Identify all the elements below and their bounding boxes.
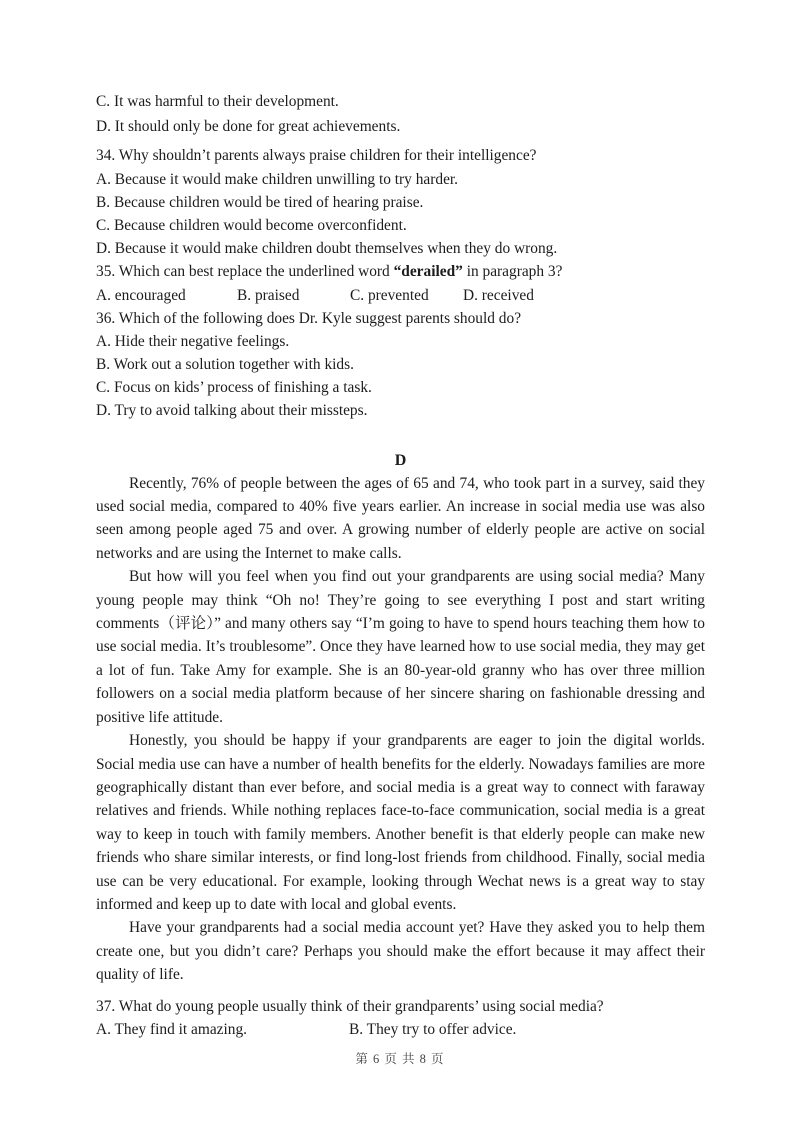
stem-after: in paragraph 3? xyxy=(462,263,563,281)
option-c-prev: C. It was harmful to their development. xyxy=(96,93,339,110)
question-stem: 34. Why shouldn’t parents always praise children for their intelligence? xyxy=(96,147,537,165)
option-c: C. Focus on kids’ process of finishing a task. xyxy=(96,379,372,397)
question-35 xyxy=(96,260,705,306)
passage-d xyxy=(96,472,705,987)
option-d: D. received xyxy=(463,286,534,304)
passage-title: D xyxy=(394,451,407,469)
page-footer: 第 6 页 共 8 页 xyxy=(355,1052,445,1066)
question-stem: 36. Which of the following does Dr. Kyle suggest parents should do? xyxy=(96,309,522,327)
question-stem: 37. What do young people usually think of their grandparents’ using social media? xyxy=(96,997,604,1015)
underlined-keyword: “derailed” xyxy=(393,263,463,281)
option-d: D. Because it would make children doubt themselves when they do wrong. xyxy=(96,240,558,258)
option-b: B. Because children would be tired of hearing praise. xyxy=(96,193,424,211)
paragraph-2: But how will you feel when you find out your grandparents are using social media? Many young people may think “Oh no! They’re going to see everything I post and start writing comments（评论）” and many others say “I’m going to have to spend hours teaching them how to use social media. It’s troublesome”. Once they have learned how to use social media, they may get a lot of fun. Take Amy for example. She is an 80-year-old granny who has over three million followers on a social media platform because of her sincere sharing on fashionable dressing and positive life attitude. xyxy=(96,568,705,726)
option-d-prev: D. It should only be done for great achievements. xyxy=(96,118,401,136)
option-d: D. Try to avoid talking about their missteps. xyxy=(96,402,368,420)
question-stem xyxy=(96,260,705,283)
option-a: A. encouraged xyxy=(96,286,186,304)
exam-page xyxy=(96,90,705,1041)
option-a: A. They find it amazing. xyxy=(96,1020,248,1038)
option-b: B. praised xyxy=(237,286,300,304)
paragraph-3: Honestly, you should be happy if your grandparents are eager to join the digital worlds. Social media use can have a number of health benefits for the elderly. Nowadays families are more geographically distant than ever before, and social media is a great way to connect with faraway relatives and friends. While nothing replaces face-to-face communication, social media is a great way to keep in touch with family members. Another benefit is that elderly people can make new friends who share similar interests, or find long-lost friends from childhood. Finally, social media use can be very educational. For example, looking through Wechat news is a great way to stay informed and keep up to date with local and global events. xyxy=(96,732,705,913)
options-row xyxy=(96,1018,705,1041)
options-row xyxy=(96,284,705,307)
option-a: A. Because it would make children unwilling to try harder. xyxy=(96,170,459,188)
option-b: B. They try to offer advice. xyxy=(349,1020,517,1038)
paragraph-4: Have your grandparents had a social media account yet? Have they asked you to help them create one, but you didn’t care? Perhaps you should make the effort because it may affect their quality of life. xyxy=(96,919,705,984)
option-b: B. Work out a solution together with kids. xyxy=(96,356,354,374)
question-34 xyxy=(96,144,705,260)
question-37 xyxy=(96,995,705,1041)
option-a: A. Hide their negative feelings. xyxy=(96,332,290,350)
option-c: C. prevented xyxy=(350,286,429,304)
paragraph-1: Recently, 76% of people between the ages of 65 and 74, who took part in a survey, said they used social media, compared to 40% five years earlier. An increase in social media use was also seen among people aged 75 and over. A growing number of elderly people are active on social networks and are using the Internet to make calls. xyxy=(96,474,705,562)
question-36 xyxy=(96,307,705,423)
stem-before: 35. Which can best replace the underlined word xyxy=(96,263,394,281)
option-c: C. Because children would become overconfident. xyxy=(96,216,407,234)
